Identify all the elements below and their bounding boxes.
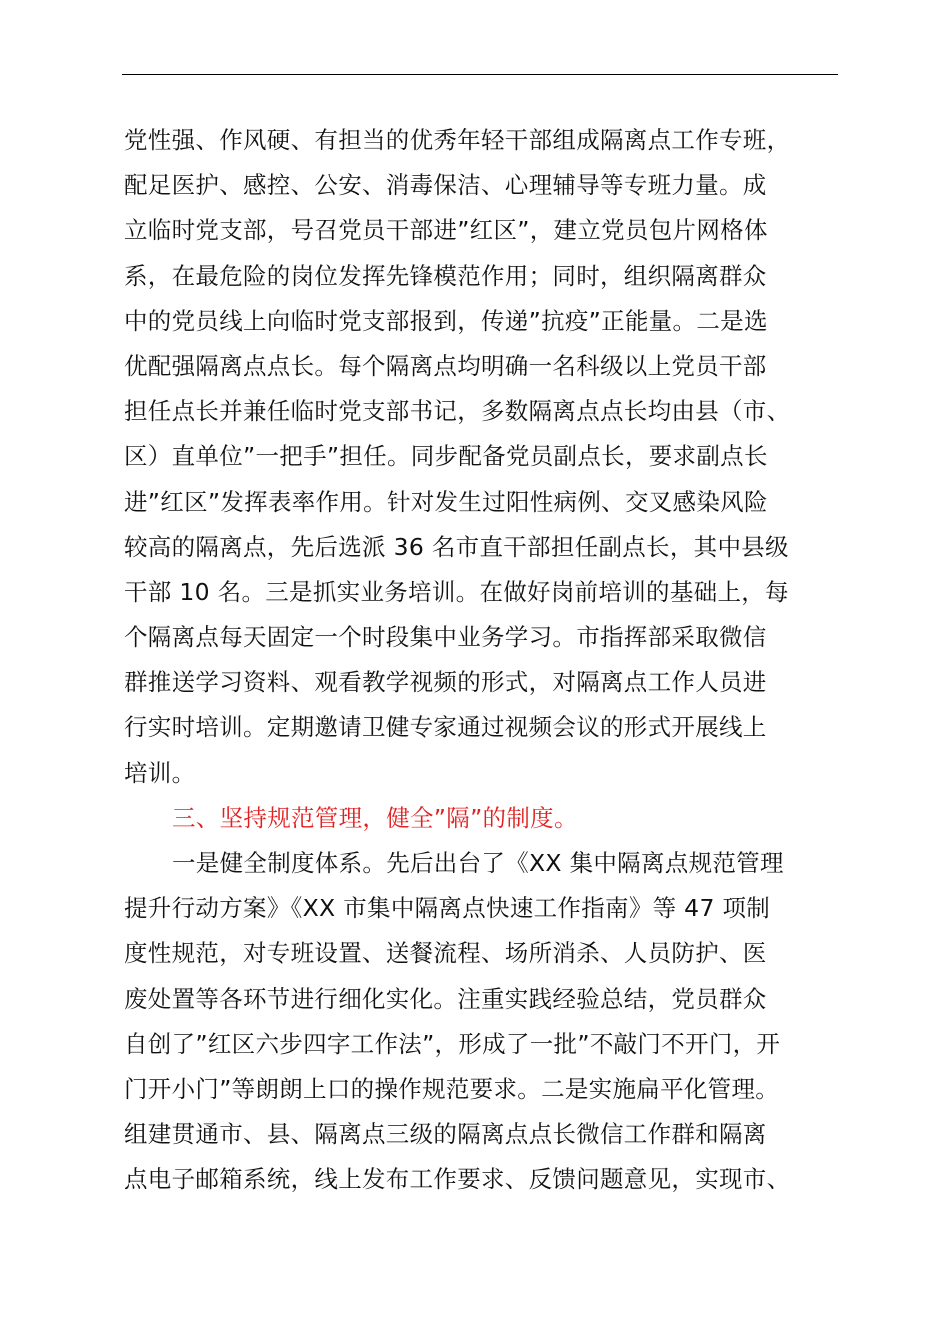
body-line: 优配强隔离点点长。每个隔离点均明确一名科级以上党员干部 — [124, 351, 767, 380]
body-line: 干部 10 名。三是抓实业务培训。在做好岗前培训的基础上，每 — [124, 577, 789, 606]
body-line: 区）直单位”一把手”担任。同步配备党员副点长，要求副点长 — [124, 442, 768, 471]
document-body — [124, 118, 864, 1203]
body-line: 系，在最危险的岗位发挥先锋模范作用；同时，组织隔离群众 — [124, 261, 767, 290]
body-line: 个隔离点每天固定一个时段集中业务学习。市指挥部采取微信 — [124, 623, 767, 652]
body-line: 培训。 — [124, 758, 196, 787]
body-line: 行实时培训。定期邀请卫健专家通过视频会议的形式开展线上 — [124, 713, 767, 742]
section-line: 提升行动方案》《XX 市集中隔离点快速工作指南》等 47 项制 — [124, 894, 771, 923]
section-line: 门开小门”等朗朗上口的操作规范要求。二是实施扁平化管理。 — [124, 1074, 780, 1103]
section-line: 废处置等各环节进行细化实化。注重实践经验总结，党员群众 — [124, 984, 767, 1013]
body-line: 中的党员线上向临时党支部报到，传递”抗疫”正能量。二是选 — [124, 306, 768, 335]
section-line: 组建贯通市、县、隔离点三级的隔离点点长微信工作群和隔离 — [124, 1120, 767, 1149]
body-line: 进”红区”发挥表率作用。针对发生过阳性病例、交叉感染风险 — [124, 487, 768, 516]
section-heading: 三、坚持规范管理，健全”隔”的制度。 — [172, 803, 578, 832]
section-line: 度性规范，对专班设置、送餐流程、场所消杀、人员防护、医 — [124, 939, 767, 968]
body-line: 配足医护、感控、公安、消毒保洁、心理辅导等专班力量。成 — [124, 171, 767, 200]
header-rule — [122, 74, 838, 75]
body-line: 党性强、作风硬、有担当的优秀年轻干部组成隔离点工作专班， — [124, 126, 791, 154]
body-line: 立临时党支部，号召党员干部进”红区”，建立党员包片网格体 — [124, 216, 768, 245]
body-line: 担任点长并兼任临时党支部书记，多数隔离点点长均由县（市、 — [124, 397, 791, 426]
section-line: 点电子邮箱系统，线上发布工作要求、反馈问题意见，实现市、 — [124, 1165, 791, 1194]
section-line: 自创了”红区六步四字工作法”，形成了一批”不敲门不开门，开 — [124, 1029, 781, 1058]
section-line: 一是健全制度体系。先后出台了《XX 集中隔离点规范管理 — [172, 849, 784, 877]
body-line: 较高的隔离点，先后选派 36 名市直干部担任副点长，其中县级 — [124, 532, 789, 561]
body-line: 群推送学习资料、观看教学视频的形式，对隔离点工作人员进 — [124, 668, 767, 697]
